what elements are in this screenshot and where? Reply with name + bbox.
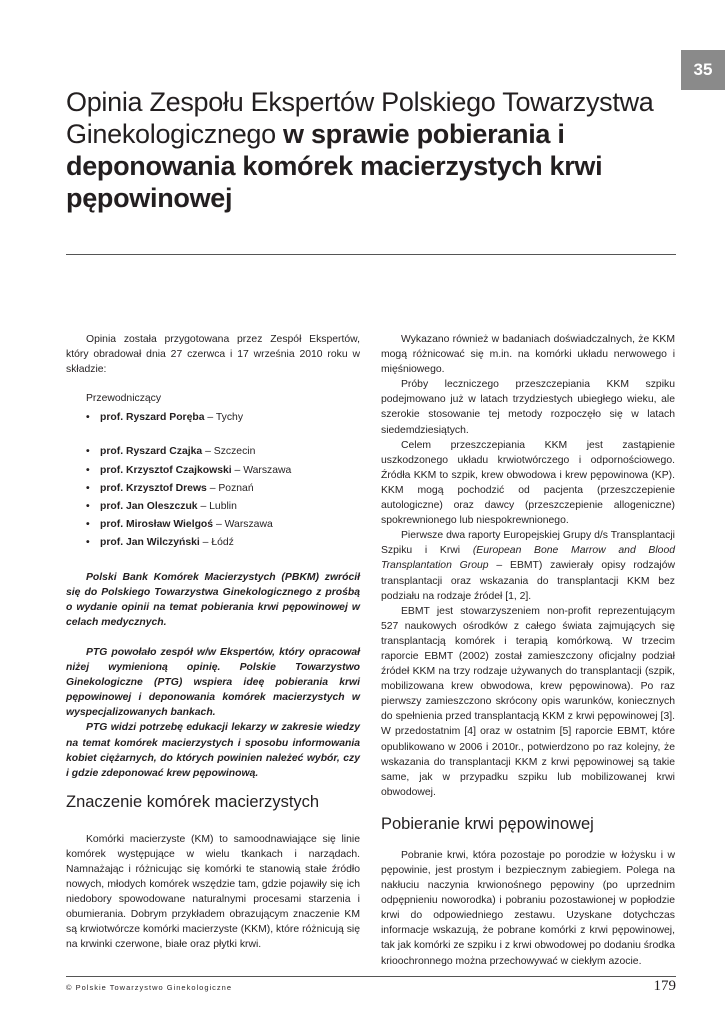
expert-list (66, 410, 360, 550)
paragraph-ebmt: EBMT jest stowarzyszeniem non-profit reprezentującym 527 naukowych ośrodków z całego świata zajmujących się transplantacją komórek i terapią komórkową. W trzecim raporcie EBMT (2002) został zamieszczony oficjalny podział źródeł KKM na trzy rodzaje używanych do transplantacji (szpik, mobilizowana krew obwodowa, krew pępowinowa). Po raz pierwszy zamieszczono skrócony opis warunków, koniecznych do spełnienia przed transplantacją KKM z krwi pępowinowej [3]. W przedostatnim [4] oraz w ostatnim [5] raporcie EBMT, które opublikowano w 2006 i 2010r., potwierdzono po raz kolejny, że wskazania do transplantacji KKM z krwi pępowinowej są takie same, jak w przypadku szpiku lub mobilizowanej krwi obwodowej. (381, 605, 675, 798)
pbkm-paragraph: Polski Bank Komórek Macierzystych (PBKM) zwrócił się do Polskiego Towarzystwa Ginekologicznego z prośbą o wydanie opinii na temat pobierania krwi pępowinowej w celach medycznych. (66, 571, 360, 628)
intro-paragraph: Opinia została przygotowana przez Zespół Ekspertów, który obradował dnia 27 czerwca i 17 września 2010 roku w składzie: (66, 334, 360, 376)
expert-name: prof. Krzysztof Drews (100, 482, 207, 494)
paragraph-differentiation: Wykazano również w badaniach doświadczalnych, że KKM mogą różnicować się m.in. na komórki układu nerwowego i mięśniowego. (381, 334, 675, 376)
text-run: – EBMT) zawierały opisy rodzajów transplantacji oraz wskazania do transplantacji KKM bez podziału na rodzaje źródeł [1, 2]. (381, 560, 676, 602)
expert-city: – Warszawa (213, 519, 273, 531)
expert-item (86, 463, 360, 478)
expert-city: – Lublin (197, 501, 237, 513)
expert-city: – Tychy (204, 412, 244, 424)
expert-item (86, 444, 360, 459)
expert-item (86, 481, 360, 496)
expert-item (86, 499, 360, 514)
expert-chair (86, 410, 360, 425)
expert-name: prof. Jan Oleszczuk (100, 501, 198, 513)
left-column (66, 332, 360, 953)
page-section-badge: 35 (681, 50, 725, 90)
paragraph-collection: Pobranie krwi, która pozostaje po porodzie w łożysku i w pępowinie, jest prostym i bezpiecznym zabiegiem. Polega na nakłuciu naczynia krwionośnego pępowiny (po uprzednim odpępnieniu noworodka) i pobraniu pozostawionej w popłodzie krwi do odpowiedniego zestawu. Uzyskane dotychczas informacje wskazują, że pobrane komórki z krwi pępowinowej, tak jak komórki ze szpiku i z krwi obwodowej po dodaniu środka krioochronnego można przechowywać w ciekłym azocie. (381, 849, 675, 967)
text-run: Pierwsze dwa raporty Europejskiej Grupy d/s Transplantacji Szpiku i Krwi (381, 530, 675, 557)
right-column (381, 332, 675, 969)
expert-name: prof. Jan Wilczyński (100, 537, 200, 549)
expert-item (86, 517, 360, 532)
title-bold: w sprawie pobierania i deponowania komórek macierzystych krwi pępowinowej (66, 119, 603, 213)
footer-divider (66, 976, 676, 977)
title-regular: Opinia Zespołu Ekspertów Polskiego Towarzystwa Ginekologicznego (66, 87, 654, 149)
stem-cells-paragraph: Komórki macierzyste (KM) to samoodnawiające się linie komórek występujące w wielu tkankach i narządach. Namnażając i różnicując się komórki te stanowią stałe źródło nowych, młodych komórek wszędzie tam, gdzie pojawiły się ich niedobory spowodowane naturalnymi procesami starzenia i obumierania. Dobrym przykładem obrazującym znaczenie KM są krwiotwórcze komórki macierzyste (KKM), które różnicują się na krwinki czerwone, białe oraz płytki krwi. (66, 833, 360, 951)
ptg-paragraph: PTG powołało zespół w/w Ekspertów, który opracował niżej wymienioną opinię. Polskie Towarzystwo Ginekologiczne (PTG) wspiera ideę pobierania krwi pępowinowej i deponowania komórek macierzystych w wyspecjalizowanych bankach. (66, 646, 360, 719)
section-heading-collection: Pobieranie krwi pępowinowej (381, 814, 594, 833)
page-number: 179 (653, 978, 676, 994)
expert-name: prof. Ryszard Poręba (100, 412, 205, 424)
paragraph-purpose: Celem przeszczepiania KKM jest zastąpienie uszkodzonego układu krwiotwórczego i odpornościowego. Źródła KKM to szpik, krew obwodowa i krew pępowinowa (KP). KKM mogą pochodzić od pacjenta (przeszczepienie autologiczne) oraz dawcy (przeszczepienie allogeniczne) spokrewnionego lub niespokrewnionego. (381, 439, 675, 527)
italic-run: (European Bone Marrow and Blood Transplantation Group (381, 545, 676, 572)
publisher-credit: © Polskie Towarzystwo Ginekologiczne (66, 983, 233, 992)
chair-label: Przewodniczący (86, 393, 162, 405)
expert-name: prof. Krzysztof Czajkowski (100, 464, 232, 476)
expert-city: – Warszawa (231, 464, 292, 476)
expert-city: – Łódź (199, 537, 234, 549)
expert-city: – Szczecin (202, 446, 256, 458)
page-title (66, 86, 666, 214)
expert-city: – Poznań (206, 482, 254, 494)
paragraph-history: Próby leczniczego przeszczepiania KKM szpiku podejmowano już w latach trzydziestych ubiegłego wieku, ale szerokie stosowanie tej metody rozpoczęło się w latach siedemdziesiątych. (381, 379, 675, 436)
title-divider (66, 254, 676, 255)
expert-name: prof. Mirosław Wielgoś (100, 519, 214, 531)
section-heading-stem-cells: Znaczenie komórek macierzystych (66, 792, 320, 811)
expert-item (86, 535, 360, 550)
paragraph-ebmt-reports (381, 528, 675, 603)
education-paragraph: PTG widzi potrzebę edukacji lekarzy w zakresie wiedzy na temat komórek macierzystych i sposobu informowania kobiet ciężarnych, do których powinien należeć wybór, czy i gdzie zdeponować krew pępowinową. (66, 722, 360, 779)
expert-name: prof. Ryszard Czajka (100, 446, 203, 458)
